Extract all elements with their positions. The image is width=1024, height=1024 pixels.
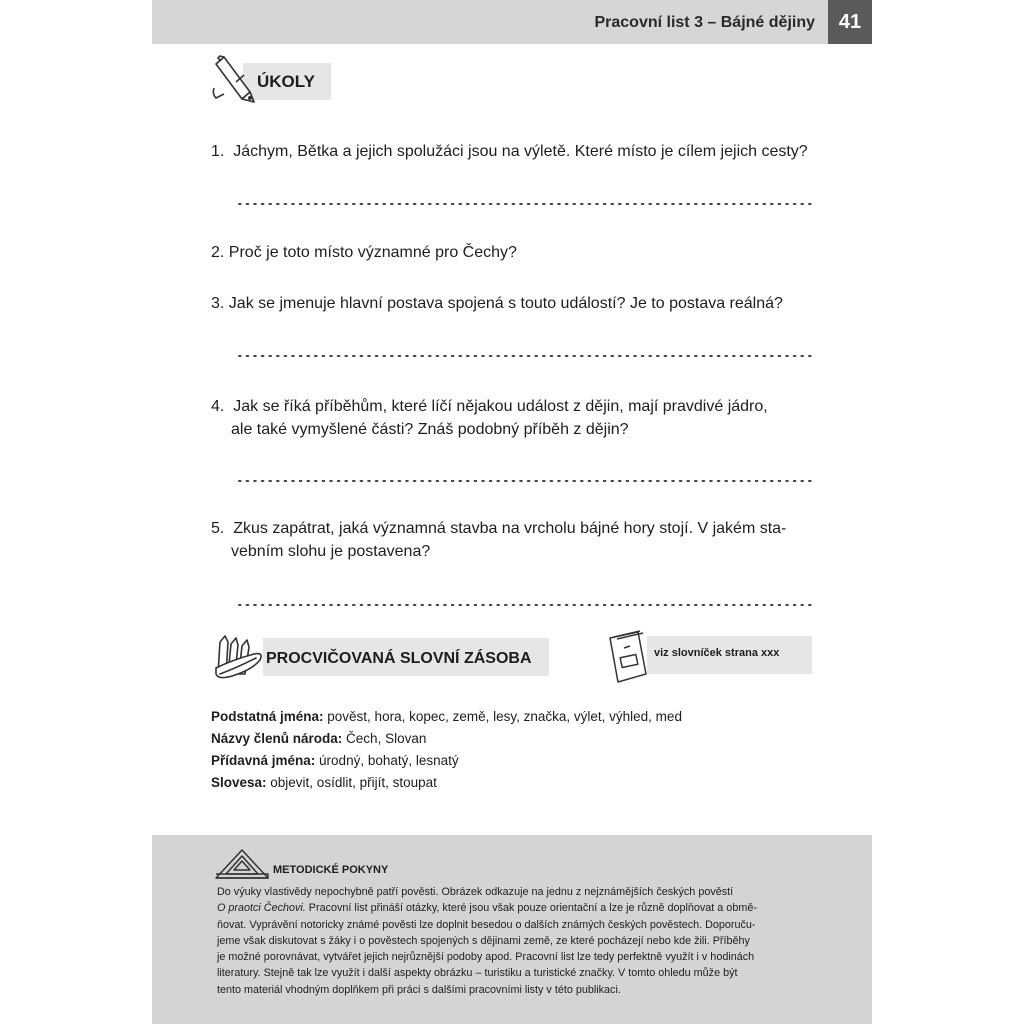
question-number: 1. [211,143,225,160]
vocabulary-label: Slovesa: [211,775,267,790]
question-text: vebním slohu je postavena? [231,543,431,560]
methodology-line: Do výuky vlastivědy nepochybně patří pověsti. Obrázek odkazuje na jednu z nejznámějších českých pověstí [217,886,734,898]
pencils-icon [212,630,266,682]
question-5 [211,517,786,563]
answer-line-5[interactable] [238,603,816,607]
methodology-line: jeme však diskutovat s žáky i o pověstech spojených s dějinami země, ze které pocházejí nebo kde žili. Příběhy [217,934,750,947]
question-number: 5. [211,520,225,537]
question-1 [211,140,808,163]
vocabulary-row [211,750,459,772]
methodology-line: literatury. Stejně tak lze využít i další aspekty obrázku – turistiku a turistické značky. V tomto ohledu může být [217,967,738,980]
fountain-pen-icon [210,54,258,106]
question-text: Jak se říká příběhům, které líčí nějakou událost z dějin, mají pravdivé jádro, [233,398,768,415]
methodology-line [217,900,817,916]
methodology-line: ňovat. Vyprávění notoricky známé pověsti lze doplnit besedou o dalších známých českých pověstech. Doporuču- [217,918,756,931]
vocabulary-row [211,706,682,728]
question-3 [211,292,783,315]
vocabulary-words: Čech, Slovan [342,731,427,746]
answer-line-1[interactable] [238,202,816,206]
question-4 [211,395,768,441]
vocabulary-label: Názvy členů národa: [211,731,343,746]
question-2 [211,241,517,264]
tasks-heading: ÚKOLY [257,72,315,91]
methodology-heading: METODICKÉ POKYNY [273,864,389,876]
dictionary-book-icon [604,628,652,686]
worksheet-title: Pracovní list 3 – Bájné dějiny [594,14,815,31]
vocabulary-words: pověst, hora, kopec, země, lesy, značka, výlet, výhled, med [323,709,682,724]
question-text: Zkus zapátrat, jaká významná stavba na vrcholu bájné hory stojí. V jakém sta- [233,520,787,537]
question-text: Jak se jmenuje hlavní postava spojená s touto událostí? Je to postava reálná? [228,295,783,312]
vocabulary-label: Podstatná jména: [211,709,324,724]
methodology-line-rest: Pracovní list přináší otázky, které jsou však pouze orientační a lze je různě doplňovat a obmě- [305,902,757,915]
dictionary-reference[interactable]: viz slovníček strana xxx [654,647,780,659]
answer-line-3[interactable] [238,354,816,358]
question-number: 3. [211,295,225,312]
methodology-text [217,884,817,998]
vocabulary-row [211,728,426,750]
question-number: 2. [211,244,225,261]
answer-line-4[interactable] [238,479,816,483]
set-square-icon [214,848,270,880]
vocabulary-words: úrodný, bohatý, lesnatý [315,753,459,768]
methodology-line: je možné porovnávat, vytvářet jejich nejrůznější podoby apod. Pracovní list lze tedy perfektně využít i v hodinách [217,951,755,964]
vocabulary-label: Přídavná jména: [211,753,316,768]
vocabulary-row [211,772,437,794]
question-text: Proč je toto místo významné pro Čechy? [228,244,517,261]
question-text: Jáchym, Bětka a jejich spolužáci jsou na výletě. Které místo je cílem jejich cesty? [233,143,808,160]
vocabulary-heading: PROCVIČOVANÁ SLOVNÍ ZÁSOBA [266,650,532,667]
question-number: 4. [211,398,225,415]
question-text: ale také vymyšlené části? Znáš podobný příběh z dějin? [231,421,629,438]
page-number: 41 [838,11,862,33]
vocabulary-words: objevit, osídlit, přijít, stoupat [266,775,437,790]
methodology-line: tento materiál vhodným doplňkem při práci s dalšími pracovními listy v této publikaci. [217,983,621,996]
legend-title: O praotci Čechovi. [217,902,306,915]
